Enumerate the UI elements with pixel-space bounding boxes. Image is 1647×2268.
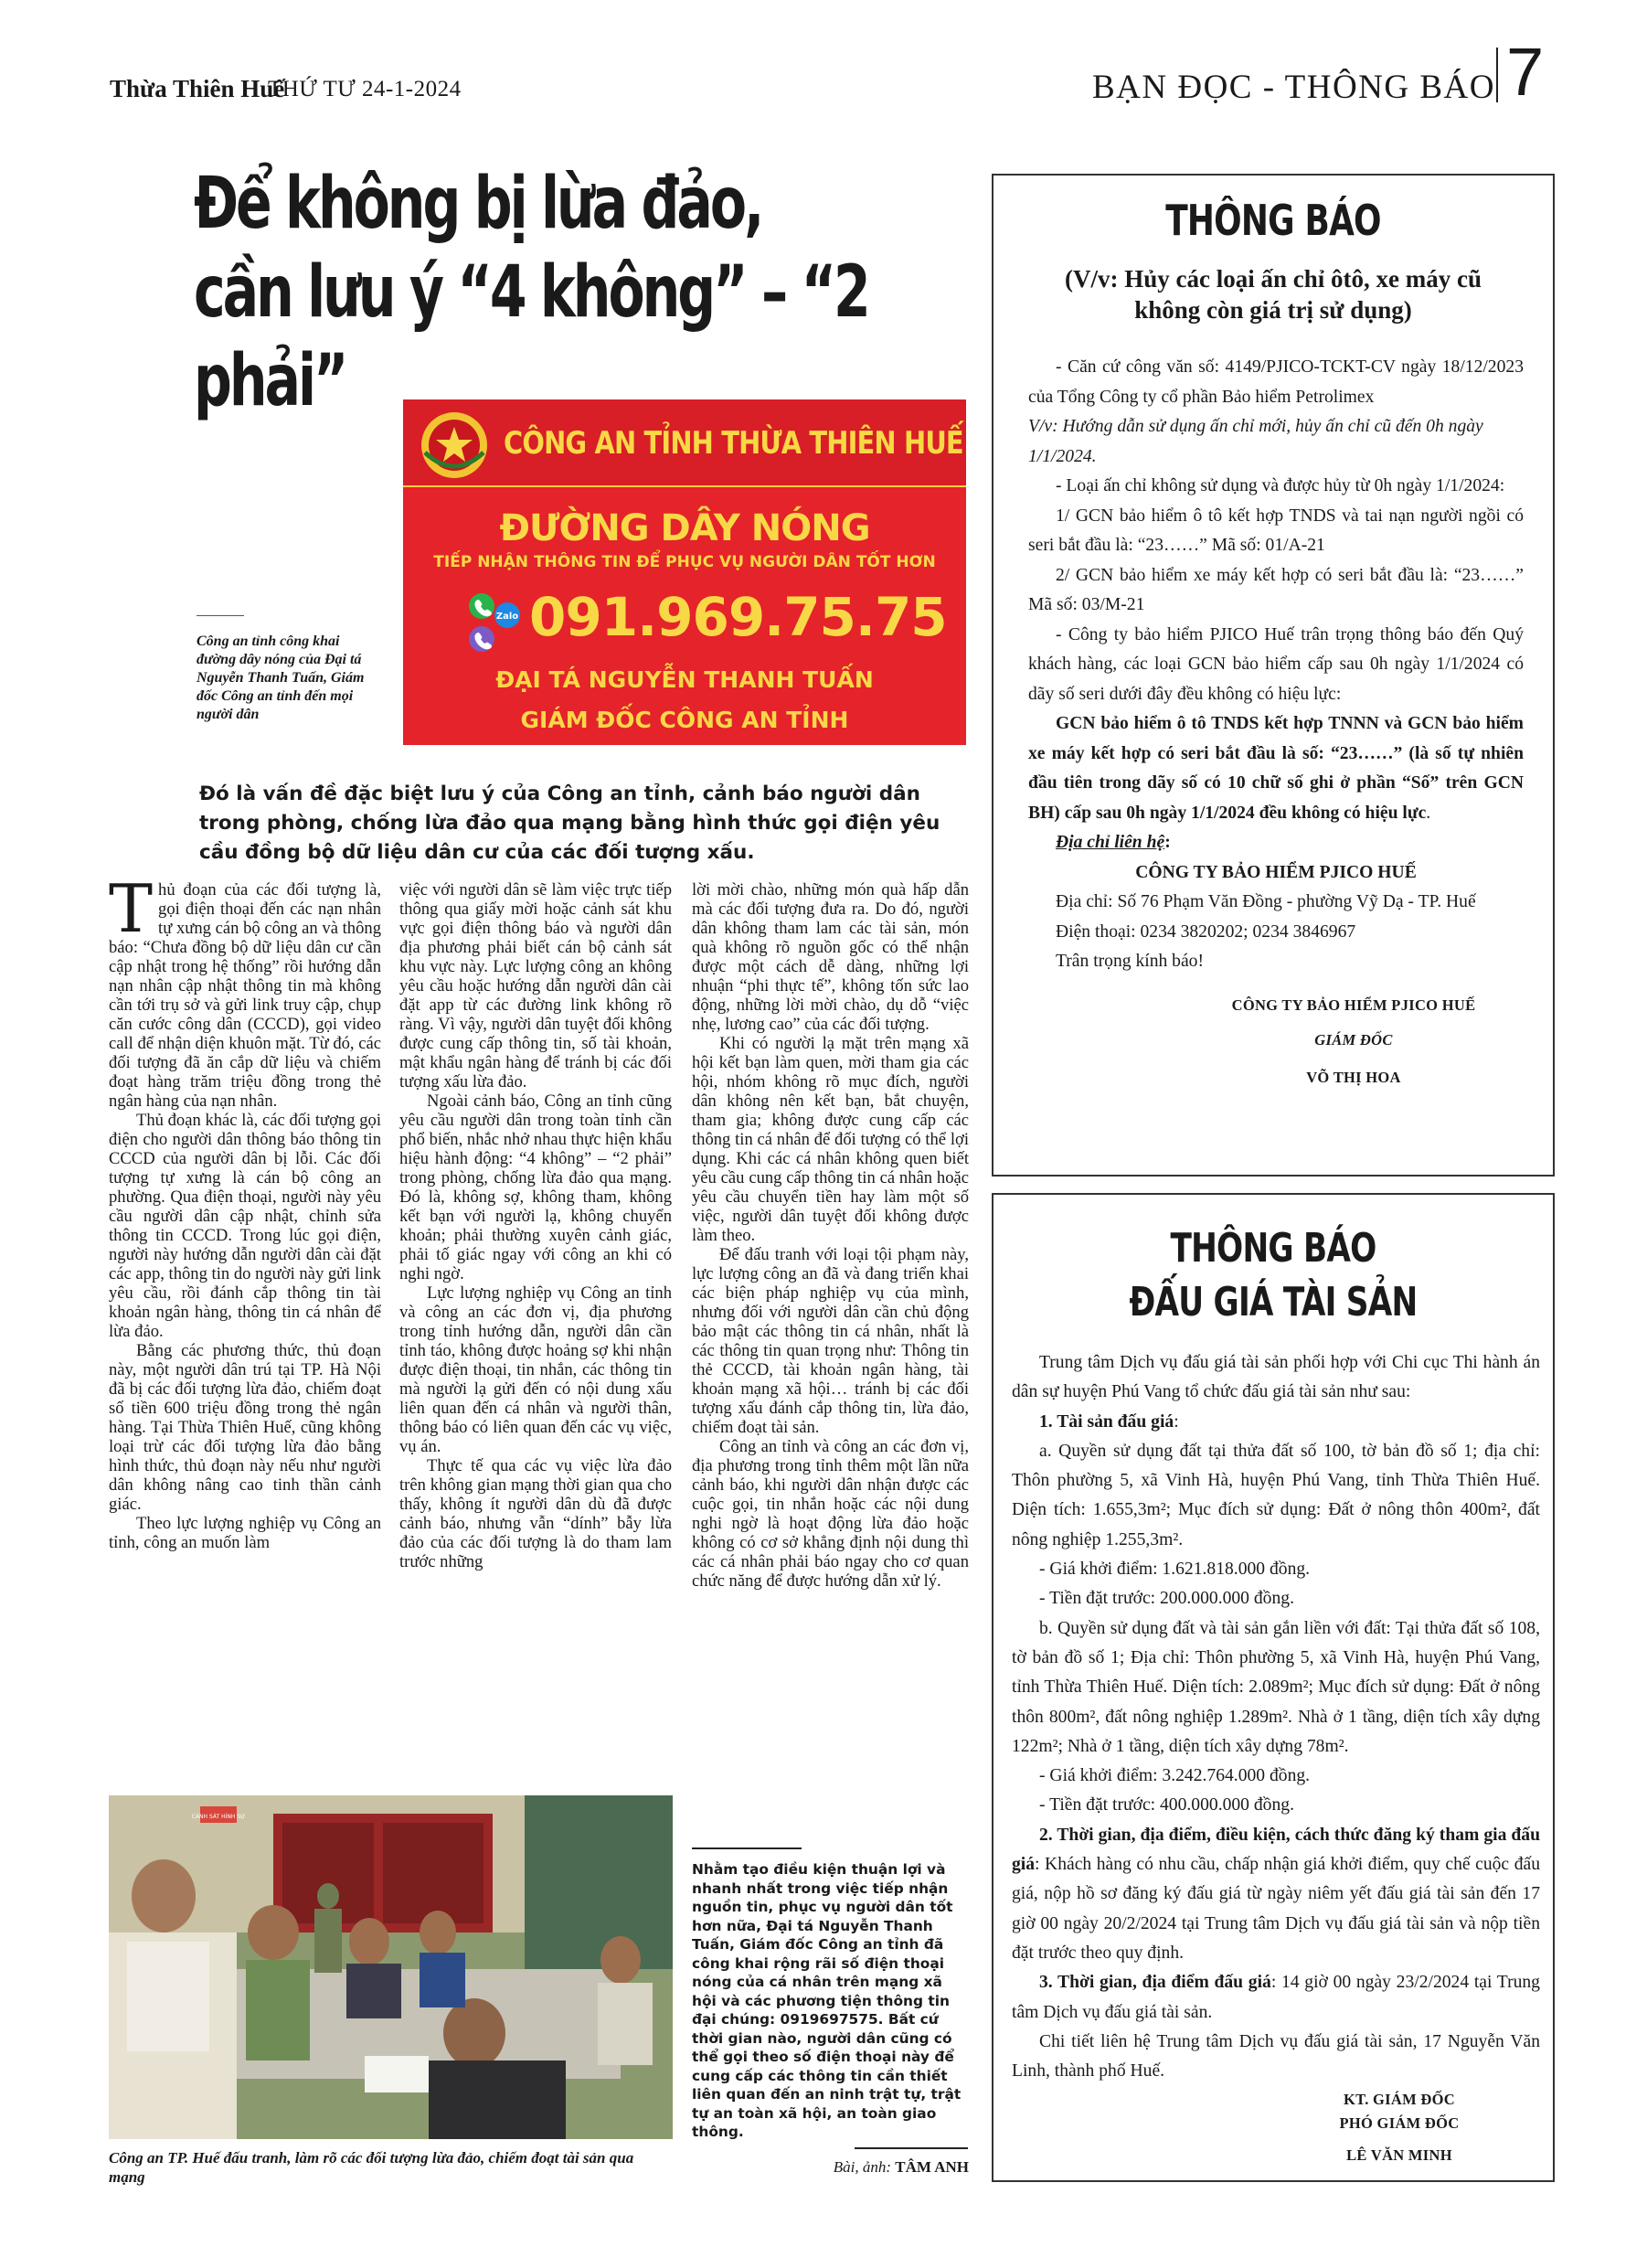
paragraph: Chi tiết liên hệ Trung tâm Dịch vụ đấu giá tài sản, 17 Nguyễn Văn Linh, thành phố Huế. bbox=[1012, 2031, 1540, 2082]
header-divider bbox=[1496, 48, 1498, 102]
hotline-note: Nhằm tạo điều kiện thuận lợi và nhanh nhất trong việc tiếp nhận nguồn tin, phục vụ người dân tốt hơn nữa, Đại tá Nguyễn Thanh Tuấn, Giám đốc Công an tỉnh đã công khai rộng rãi số điện thoại nóng của cá nhân trên mạng xã hội và các phương tiện thông tin đại chúng: 0919697575. Bất cứ thời gian nào, người dân cũng có thể gọi theo số điện thoại này để cung cấp các thông tin cần thiết liên quan đến an ninh trật tự, trật tự an toàn xã hội, an toàn giao thông. bbox=[692, 1861, 962, 2140]
paragraph: b. Quyền sử dụng đất và tài sản gắn liền với đất: Tại thửa đất số 108, tờ bản đồ số 1; Địa chỉ: Thôn phường 5, xã Vinh Hà, huyện Phú Vang, tỉnh Thừa Thiên Huế. Diện tích: 2.089m²; Mục đích sử dụng: Đất ở nông thôn 800m², đất nông nghiệp 1.289m². Nhà ở 1 tầng, diện tích xây dựng 122m²; Nhà ở 1 tầng, diện tích xây dựng 78m². bbox=[1012, 1618, 1540, 1756]
section-heading: 1. Tài sản đấu giá: bbox=[1039, 1411, 1179, 1432]
hotline-title: ĐƯỜNG DÂY NÓNG bbox=[499, 507, 870, 549]
company-name: CÔNG TY BẢO HIỂM PJICO HUẾ bbox=[1135, 862, 1417, 882]
paragraph: 2. Thời gian, địa điểm, điều kiện, cách thức đăng ký tham gia đấu giá: Khách hàng có nhu cầu, chấp nhận giá khởi điểm, quy chế cuộc đấu giá, nộp hồ sơ đăng ký đấu giá từ ngày niêm yết đấu giá tài sản đến 17 giờ 00 ngày 20/2/2024 tại Trung tâm Dịch vụ đấu giá tài sản và nộp tiền đặt trước theo quy định. bbox=[1012, 1825, 1540, 1963]
notice1-body bbox=[1028, 353, 1524, 1098]
section-title: BẠN ĐỌC - THÔNG BÁO bbox=[1092, 69, 1495, 106]
signature-company: CÔNG TY BẢO HIỂM PJICO HUẾ bbox=[1231, 996, 1476, 1014]
notice2-title: THÔNG BÁO bbox=[1170, 1225, 1376, 1272]
signature-name: VÕ THỊ HOA bbox=[1306, 1068, 1401, 1086]
notice-auction-box bbox=[992, 1193, 1555, 2182]
paragraph: - Loại ấn chỉ không sử dụng và được hủy từ 0h ngày 1/1/2024: bbox=[1056, 476, 1505, 495]
article-headline bbox=[194, 160, 1010, 426]
byline-rule bbox=[855, 2147, 968, 2149]
contact-label: Địa chỉ liên hệ: bbox=[1056, 833, 1171, 852]
article-column-3 bbox=[692, 880, 969, 1591]
photo-caption: Công an TP. Huế đấu tranh, làm rõ các đối tượng lừa đảo, chiếm đoạt tài sản qua mạng bbox=[109, 2149, 634, 2186]
notice2-body bbox=[1012, 1348, 1540, 2176]
signature-name: LÊ VĂN MINH bbox=[1346, 2146, 1452, 2165]
signature-line-1: KT. GIÁM ĐỐC bbox=[1343, 2091, 1455, 2109]
hotline-caption: Công an tỉnh công khai đường dây nóng của Đại tá Nguyễn Thanh Tuấn, Giám đốc Công an tỉnh đến mọi người dân bbox=[197, 634, 365, 722]
paragraph: Khi có người lạ mặt trên mạng xã hội kết bạn làm quen, mời tham gia các hội, nhóm không rõ mục đích, người dân không nên kết bạn, bắt chuyện, tham gia; không được cung cấp các thông tin cá nhân để đối tượng có thể lợi dụng. Khi các cá nhân không quen biết yêu cầu cung cấp thông tin cá nhân hoặc yêu cầu chuyển tiền hay làm một số việc, người dân tuyệt đối không được làm theo. bbox=[692, 1034, 969, 1245]
byline: Bài, ảnh: TÂM ANH bbox=[833, 2158, 969, 2176]
paragraph: - Tiền đặt trước: 400.000.000 đồng. bbox=[1039, 1795, 1294, 1815]
author-name: TÂM ANH bbox=[895, 2158, 969, 2176]
phone: Điện thoại: 0234 3820202; 0234 3846967 bbox=[1056, 921, 1356, 942]
paragraph: lời mời chào, những món quà hấp dẫn mà các đối tượng đưa ra. Do đó, người dân không tham lam các tài sản, món quà không rõ nguồn gốc có thể nhận được một cách dễ dàng, những lợi nhuận “phi thực tế”, không tốn sức lao động, những lời mời chào, dụ dỗ “việc nhẹ, lương cao” của các đối tượng. bbox=[692, 880, 969, 1034]
paragraph: Để đấu tranh với loại tội phạm này, lực lượng công an đã và đang triển khai các biện pháp nghiệp vụ của mình, nhưng đối với người dân cần chủ động bảo mật các thông tin cá nhân, nhất là các thông tin quan trọng như: Thông tin thẻ CCCD, tài khoản ngân hàng, tài khoản mạng xã hội… tránh bị các đối tượng xấu đánh cắp thông tin, lừa đảo, chiếm đoạt tài sản. bbox=[692, 1245, 969, 1437]
paragraph: Thủ đoạn của các đối tượng là, gọi điện thoại đến các nạn nhân tự xưng cán bộ công an và thông báo: “Chưa đồng bộ dữ liệu dân cư cần cập nhật trong hệ thống” rồi hướng dẫn nạn nhân cập nhật thông tin mà không cần tới trụ sở và gửi link truy cập, chụp căn cước công dân (CCCD), gọi video call để nhận diện khuôn mặt. Từ đó, các đối tượng đã ăn cắp dữ liệu và chiếm đoạt hàng trăm triệu đồng trong thẻ ngân hàng của nạn nhân. bbox=[109, 870, 381, 1111]
signature-line-2: PHÓ GIÁM ĐỐC bbox=[1339, 2114, 1460, 2133]
paragraph: - Tiền đặt trước: 200.000.000 đồng. bbox=[1039, 1589, 1294, 1609]
hotline-officer-role: GIÁM ĐỐC CÔNG AN TỈNH bbox=[520, 707, 849, 733]
hotline-header-bar bbox=[403, 399, 966, 487]
paragraph: - Giá khởi điểm: 3.242.764.000 đồng. bbox=[1039, 1766, 1311, 1786]
hotline-officer-name: ĐẠI TÁ NGUYỄN THANH TUẤN bbox=[495, 666, 874, 693]
paragraph: 1/ GCN bảo hiểm ô tô kết hợp TNDS và tai nạn người ngồi có seri bắt đầu là: “23……” Mã số: 01/A-21 bbox=[1028, 506, 1524, 555]
paragraph: Theo lực lượng nghiệp vụ Công an tỉnh, công an muốn làm bbox=[109, 1514, 381, 1552]
phone-app-icons bbox=[467, 591, 526, 657]
signature-title: GIÁM ĐỐC bbox=[1314, 1030, 1393, 1049]
article-column-1 bbox=[109, 870, 381, 1552]
page-number: 7 bbox=[1506, 34, 1545, 110]
notice2-subtitle: ĐẤU GIÁ TÀI SẢN bbox=[1129, 1279, 1418, 1326]
paragraph: - Giá khởi điểm: 1.621.818.000 đồng. bbox=[1039, 1560, 1311, 1580]
paragraph: Thủ đoạn khác là, các đối tượng gọi điện cho người dân thông báo thông tin CCCD của người dân bị lỗi. Các đối tượng tự xưng là cán bộ công an phường. Qua điện thoại, người này yêu cầu người dân cập nhật, chỉnh sửa thông tin CCCD. Trong lúc gọi điện, người này hướng dẫn người dân cài đặt các app, thông tin do người này gửi link yêu cầu, rồi đánh cắp thông tin tài khoản ngân hàng, thông tin cá nhân để lừa đảo. bbox=[109, 1111, 381, 1341]
paragraph: Ngoài cảnh báo, Công an tỉnh cũng yêu cầu người dân trong toàn tỉnh cần phổ biến, nhắc nhở nhau thực hiện khẩu hiệu hành động: “4 không” – “2 phải” trong phòng, chống lừa đảo qua mạng. Đó là, không sợ, không tham, không kết bạn với người lạ, không chuyển khoản; phải thường xuyên cảnh giác, phải tố giác ngay với công an khi có nghi ngờ. bbox=[399, 1091, 672, 1283]
article-lead: Đó là vấn đề đặc biệt lưu ý của Công an tỉnh, cảnh báo người dân trong phòng, chống lừa đảo qua mạng bằng hình thức gọi điện yêu cầu đồng bộ dữ liệu dân cư của các đối tượng xấu. bbox=[199, 783, 940, 864]
hotline-subtitle: TIẾP NHẬN THÔNG TIN ĐỂ PHỤC VỤ NGƯỜI DÂN TỐT HƠN bbox=[433, 553, 936, 571]
paragraph: 3. Thời gian, địa điểm đấu giá: 14 giờ 00 ngày 23/2/2024 tại Trung tâm Dịch vụ đấu giá tài sản. bbox=[1012, 1973, 1540, 2022]
hotline-phone: 091.969.75.75 bbox=[529, 586, 947, 648]
paragraph: Lực lượng nghiệp vụ Công an tỉnh và công an các đơn vị, địa phương trong tỉnh hướng dẫn, người dân cần tỉnh táo, không được hoảng sợ khi nhận được điện thoại, tin nhắn, các thông tin mà người lạ gửi đến có nội dung xấu liên quan đến cá nhân và người thân, thông báo có liên quan đến các vụ việc, vụ án. bbox=[399, 1283, 672, 1456]
police-emblem-icon bbox=[418, 409, 491, 482]
notice1-subtitle: (V/v: Hủy các loại ấn chỉ ôtô, xe máy cũ không còn giá trị sử dụng) bbox=[1065, 265, 1482, 324]
paragraph: GCN bảo hiểm ô tô TNDS kết hợp TNNN và GCN bảo hiểm xe máy kết hợp có seri bắt đầu là số: “23……” (là số tự nhiên đầu tiên trong dãy số có 10 chữ số ghi ở phần “Số” trên GCN BH) cấp sau 0h ngày 1/1/2024 đều không có hiệu lực. bbox=[1028, 714, 1524, 823]
hotline-image bbox=[403, 399, 966, 745]
hotline-org: CÔNG AN TỈNH THỪA THIÊN HUẾ bbox=[504, 425, 963, 462]
address: Địa chỉ: Số 76 Phạm Văn Đồng - phường Vỹ Dạ - TP. Huế bbox=[1056, 892, 1476, 911]
notice1-title: THÔNG BÁO bbox=[1165, 196, 1381, 245]
caption-rule bbox=[197, 615, 244, 616]
zalo-label: Zalo bbox=[495, 612, 519, 622]
newspaper-name: Thừa Thiên Huế bbox=[110, 75, 285, 102]
paragraph: Bằng các phương thức, thủ đoạn này, một người dân trú tại TP. Hà Nội đã bị các đối tượng lừa đảo, chiếm đoạt số tiền 600 triệu đồng trong thẻ ngân hàng. Tại Thừa Thiên Huế, cũng không loại trừ các đối tượng lừa đảo bằng hình thức, thủ đoạn này nếu như người dân không nâng cao tinh thần cảnh giác. bbox=[109, 1341, 381, 1514]
paragraph: - Căn cứ công văn số: 4149/PJICO-TCKT-CV ngày 18/12/2023 của Tổng Công ty cổ phần Bảo hiểm Petrolimex bbox=[1028, 357, 1524, 407]
note-rule bbox=[692, 1847, 802, 1849]
issue-date: THỨ TƯ 24-1-2024 bbox=[268, 77, 462, 101]
regards: Trân trọng kính báo! bbox=[1056, 952, 1205, 971]
paragraph: V/v: Hướng dẫn sử dụng ấn chỉ mới, hủy ấn chỉ cũ đến 0h ngày 1/1/2024. bbox=[1028, 417, 1483, 466]
drop-cap: T bbox=[109, 870, 154, 947]
headline-line-1: Để không bị lừa đảo, bbox=[194, 163, 762, 245]
paragraph: - Công ty bảo hiểm PJICO Huế trân trọng thông báo đến Quý khách hàng, các loại GCN bảo hiểm cấp sau 0h ngày 1/1/2024 có dãy số seri dưới đây đều không có hiệu lực: bbox=[1028, 624, 1524, 704]
paragraph: việc với người dân sẽ làm việc trực tiếp thông qua giấy mời hoặc cảnh sát khu vực gọi điện thông báo và người dân địa phương phải biết cán bộ cảnh sát khu vực này. Lực lượng công an không yêu cầu hoặc hướng dẫn người dân cài đặt app từ các đường link không rõ ràng. Vì vậy, người dân tuyệt đối không được cung cấp thông tin, số tài khoản, mật khẩu ngân hàng để tránh bị các đối tượng xấu lừa đảo. bbox=[399, 880, 672, 1091]
police-interview-photo bbox=[109, 1795, 673, 2139]
paragraph: Công an tỉnh và công an các đơn vị, địa phương trong tỉnh thêm một lần nữa cảnh báo, khi người dân nhận được các cuộc gọi, tin nhắn hoặc các nội dung nghi ngờ là hoạt động lừa đảo hoặc không có cơ sở khẳng định nội dung thì các cá nhân phải báo ngay cho cơ quan chức năng để được hướng dẫn xử lý. bbox=[692, 1437, 969, 1591]
headline-line-2: cần lưu ý “4 không” – “2 phải” bbox=[194, 251, 868, 422]
paragraph: Thực tế qua các vụ việc lừa đảo trên không gian mạng thời gian qua cho thấy, không ít người dân dù đã được cảnh báo, nhưng vẫn “dính” bẫy lừa đảo của các đối tượng là do tham lam trước những bbox=[399, 1456, 672, 1571]
photo-sign: CÁNH SÁT HÌNH SỰ bbox=[191, 1814, 246, 1820]
police-photo bbox=[109, 1795, 673, 2139]
notice-insurance-box bbox=[992, 174, 1555, 1177]
paragraph: a. Quyền sử dụng đất tại thửa đất số 100, tờ bản đồ số 1; địa chỉ: Thôn phường 5, xã Vinh Hà, huyện Phú Vang, tỉnh Thừa Thiên Huế. Diện tích: 1.655,3m²; Mục đích sử dụng: Đất ở nông thôn 400m², đất nông nghiệp 1.255,3m². bbox=[1012, 1441, 1540, 1549]
paragraph: 2/ GCN bảo hiểm xe máy kết hợp có seri bắt đầu là: “23……” Mã số: 03/M-21 bbox=[1028, 565, 1524, 614]
paragraph: Trung tâm Dịch vụ đấu giá tài sản phối hợp với Chi cục Thi hành án dân sự huyện Phú Vang tổ chức đấu giá tài sản như sau: bbox=[1012, 1353, 1540, 1402]
article-column-2 bbox=[399, 880, 672, 1571]
